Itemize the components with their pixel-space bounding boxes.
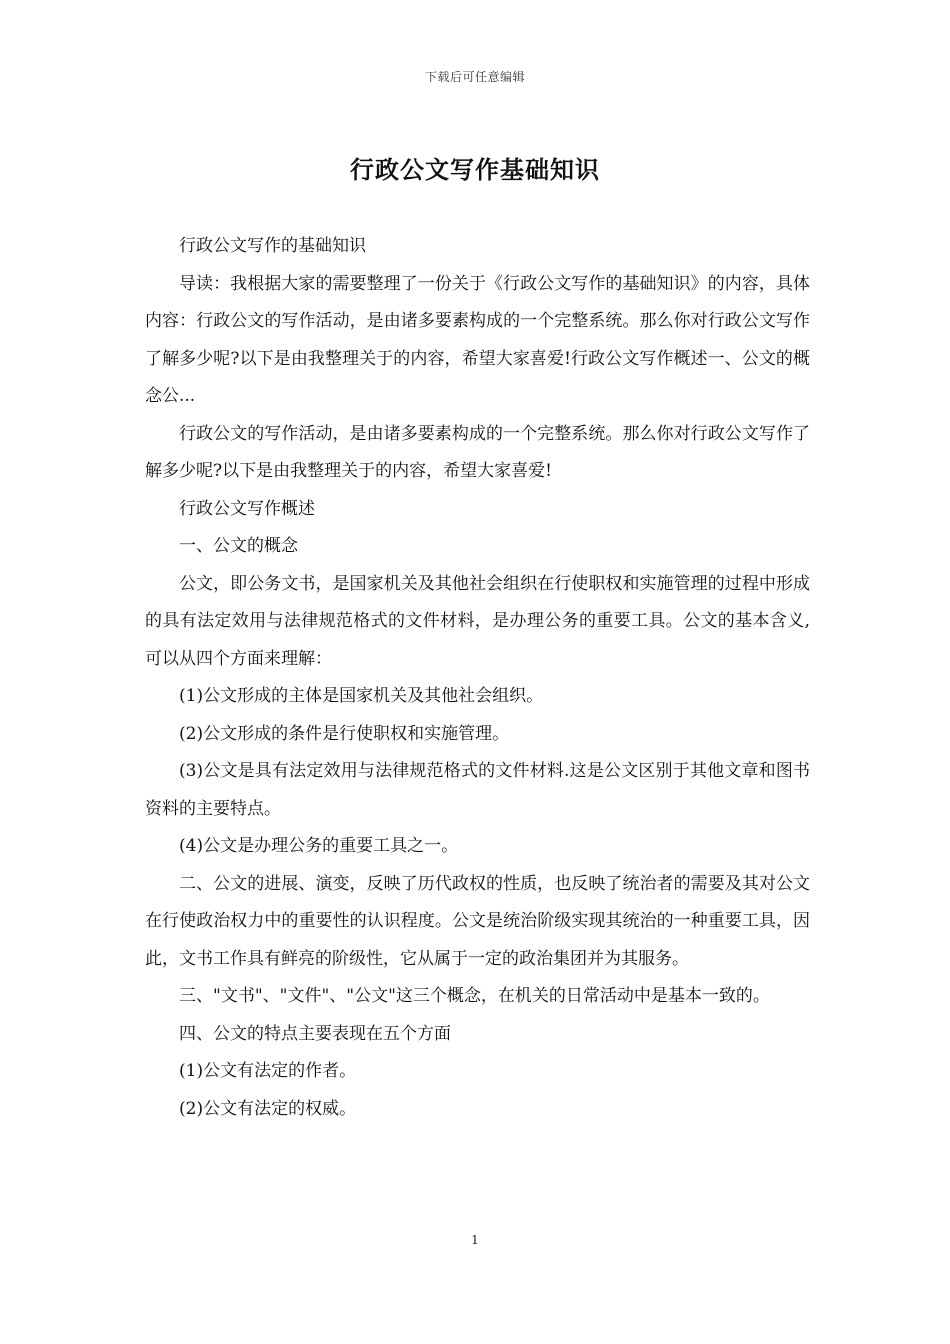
list-item: (2)公文形成的条件是行使职权和实施管理。: [179, 723, 510, 744]
paragraph: 行政公文的写作活动，是由诸多要素构成的一个完整系统。那么你对行政公文写作了解多少呢?以下是由我整理关于的内容，希望大家喜爱!: [145, 423, 810, 481]
section-heading: 一、公文的概念: [179, 536, 298, 556]
paragraph-subtitle: 行政公文写作的基础知识: [179, 236, 366, 256]
list-item: (1)公文有法定的作者。: [179, 1061, 357, 1081]
list-item: (3)公文是具有法定效用与法律规范格式的文件材料.这是公文区别于其他文章和图书资料的主要特点。: [145, 761, 810, 819]
page-number: 1: [471, 1233, 479, 1247]
paragraph: 三、"文书"、"文件"、"公文"这三个概念，在机关的日常活动中是基本一致的。: [179, 986, 770, 1006]
paragraph-intro: 导读：我根据大家的需要整理了一份关于《行政公文写作的基础知识》的内容，具体内容：行政公文的写作活动，是由诸多要素构成的一个完整系统。那么你对行政公文写作了解多少呢?以下是由我整理关于的内容，希望大家喜爱!行政公文写作概述一、公文的概念公...: [145, 273, 810, 406]
section-heading: 行政公文写作概述: [179, 498, 315, 519]
list-item: (1)公文形成的主体是国家机关及其他社会组织。: [179, 686, 544, 706]
document-body: [145, 228, 810, 1128]
document-title: 行政公文写作基础知识: [350, 155, 600, 184]
header-note: 下载后可任意编辑: [424, 70, 525, 84]
paragraph: 二、公文的进展、演变，反映了历代政权的性质，也反映了统治者的需要及其对公文在行使政治权力中的重要性的认识程度。公文是统治阶级实现其统治的一种重要工具，因此，文书工作具有鲜亮的阶级性，它从属于一定的政治集团并为其服务。: [145, 873, 810, 969]
list-item: (2)公文有法定的权威。: [179, 1098, 357, 1119]
section-heading: 四、公文的特点主要表现在五个方面: [179, 1023, 451, 1044]
paragraph: 公文，即公务文书，是国家机关及其他社会组织在行使职权和实施管理的过程中形成的具有法定效用与法律规范格式的文件材料，是办理公务的重要工具。公文的基本含义,可以从四个方面来理解：: [145, 573, 810, 669]
list-item: (4)公文是办理公务的重要工具之一。: [179, 836, 459, 856]
